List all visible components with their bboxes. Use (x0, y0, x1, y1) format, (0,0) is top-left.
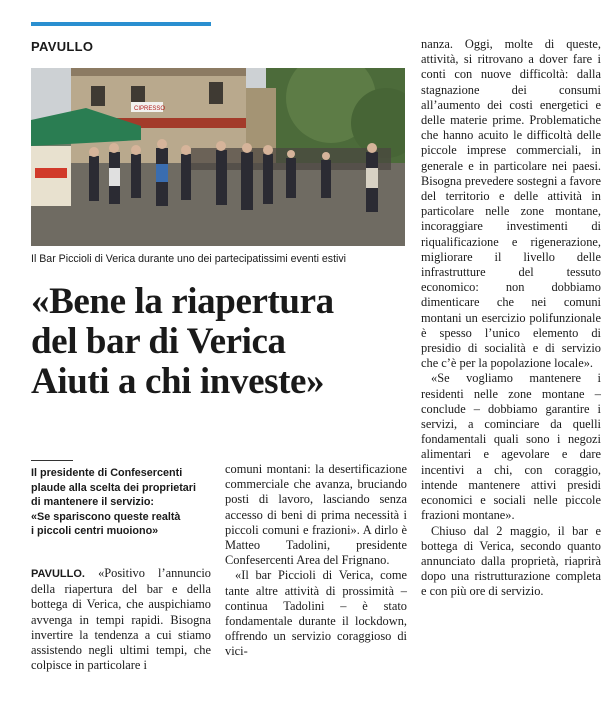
body-paragraph (31, 566, 211, 673)
headline-line-1: «Bene la riapertura (31, 281, 334, 322)
section-label: PAVULLO (31, 39, 94, 54)
summary-quote-line: «Se spariscono queste realtà (31, 510, 181, 523)
body-text: «Positivo l’annuncio della riapertura del bar e della bottega di Verica, che auspichiamo avvenga in tempi rapidi. Bisogna invertire la tendenza a cui stiamo assistendo negli ultimi tempi, che colpisce in particolare i (31, 566, 211, 673)
article-photo (31, 68, 405, 246)
section-accent-bar (31, 22, 211, 26)
headline-line-2: del bar di Verica (31, 321, 286, 362)
summary-rule (31, 460, 73, 461)
body-paragraph: Chiuso dal 2 maggio, il bar e bottega di Verica, secondo quanto annunciato dalla proprietà, riaprirà dopo una ristrutturazione completa e con più ore di servizio. (421, 523, 601, 599)
body-paragraph: nanza. Oggi, molte di queste, attività, si ritrovano a dover fare i conti con nuove difficoltà: dalla stagnazione dei consumi all’aumento dei costi energetici e delle materie prime. Problematiche che hanno acuito le difficoltà delle piccole imprese commerciali, in generale e in particolare nei paesi. Bisogna prevedere sostegni a favore del territorio e delle attività in particolare nelle zone montane, incoraggiare investimenti di riqualificazione e rigenerazione, migliorare il livello delle infrastrutture del tessuto economico: non dobbiamo dimenticare che nei comuni montani un esercizio polifunzionale è spesso l’unico elemento di presidio di socialità e di servizio che c’è per la popolazione locale». (421, 37, 601, 371)
body-column-2 (225, 462, 407, 660)
photo-caption: Il Bar Piccioli di Verica durante uno dei partecipatissimi eventi estivi (31, 253, 347, 265)
body-column-1 (31, 566, 211, 673)
summary-quote-line: i piccoli centri muoiono» (31, 525, 159, 537)
body-paragraph: «Se vogliamo mantenere i residenti nelle zone montane – conclude – dobbiamo garantire i servizi, a cominciare da quelli fondamentali quali sono i negozi alimentari e agevolare e dare incentivi a chi, con coraggio, intende mantenere attivi presidi economici e sociali nelle piccole frazioni montane». (421, 371, 601, 523)
summary-line: plaude alla scelta dei proprietari (31, 481, 197, 494)
shop-sign-text: CIPRESSO (134, 106, 166, 112)
summary-line: Il presidente di Confesercenti (31, 467, 183, 479)
headline (31, 282, 411, 402)
body-column-3 (421, 37, 601, 600)
summary-line: di mantenere il servizio: (31, 496, 155, 508)
dateline: PAVULLO. (31, 568, 85, 580)
body-paragraph: comuni montani: la desertificazione commerciale che avanza, bruciando posti di lavoro, lasciando senza accesso di beni di prima necessità i piccoli comuni e frazioni». A dirlo è Matteo Tadolini, presidente Confesercenti Area del Frignano. (225, 462, 407, 568)
photo-illustration (31, 68, 405, 246)
body-paragraph: «Il bar Piccioli di Verica, come tante altre attività di prossimità – continua Tadolini – è stato fondamentale durante il lockdown, offrendo un servizio coraggioso di vici- (225, 568, 407, 659)
headline-line-3: Aiuti a chi investe» (31, 361, 325, 402)
summary (31, 466, 211, 539)
